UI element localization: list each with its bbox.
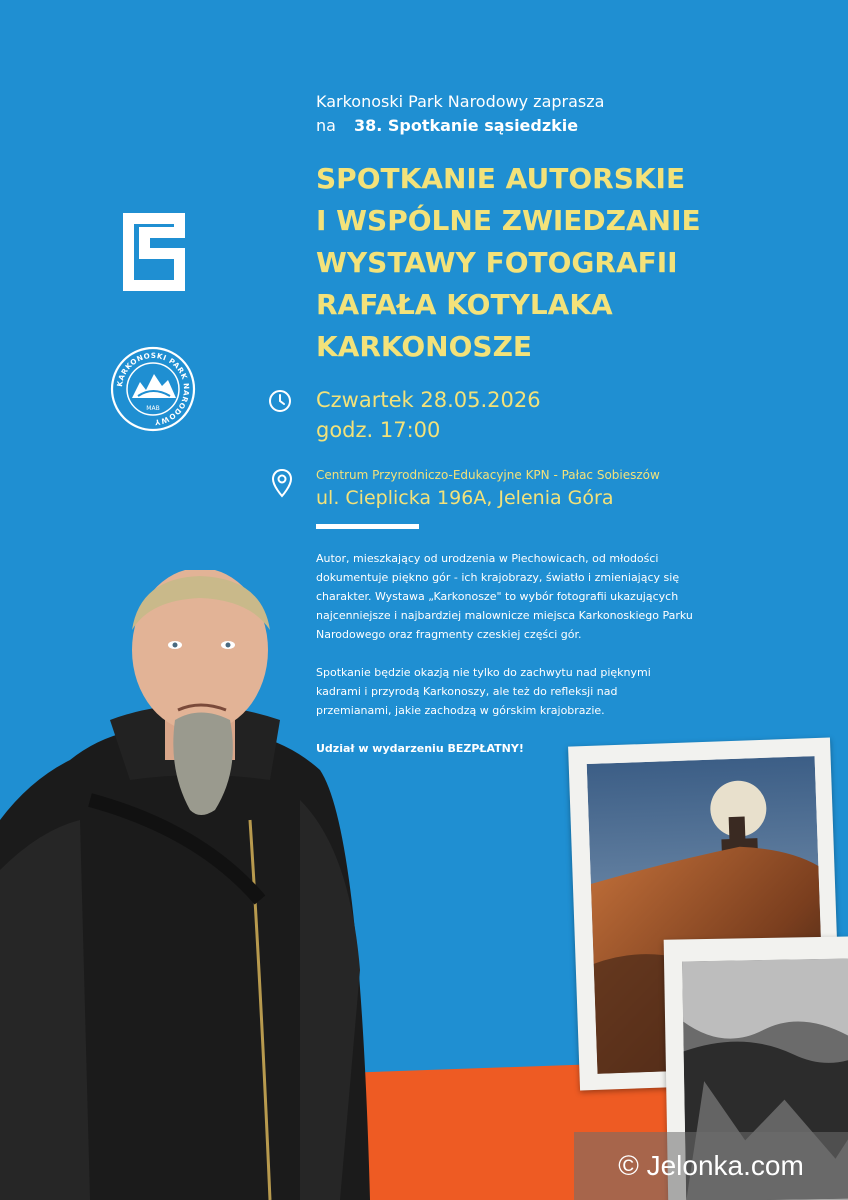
free-entry-note: Udział w wydarzeniu BEZPŁATNY! — [316, 742, 524, 755]
headline-line: I WSPÓLNE ZWIEDZANIE — [316, 204, 701, 237]
watermark: © Jelonka.com — [574, 1132, 848, 1200]
description-line: Narodowego oraz fragmenty czeskiej części gór. — [316, 628, 582, 641]
description-line: charakter. Wystawa „Karkonosze" to wybór fotografii ukazujących — [316, 590, 679, 603]
kpn-sub-text: MAB — [146, 405, 160, 412]
description-line: kadrami i przyrodą Karkonoszy, ale też do refleksji nad — [316, 685, 618, 698]
invite-event-line — [316, 114, 604, 138]
description-line: najcenniejsze i najbardziej malownicze miejsca Karkonoskiego Parku — [316, 609, 693, 622]
divider — [316, 524, 419, 529]
venue-address: ul. Cieplicka 196A, Jelenia Góra — [316, 487, 614, 509]
headline-line: SPOTKANIE AUTORSKIE — [316, 162, 686, 195]
event-time: godz. 17:00 — [316, 418, 441, 442]
kpn-ring-text: KARKONOSKI PARK NARODOWY — [114, 350, 192, 428]
venue-place: Centrum Przyrodniczo-Edukacyjne KPN - Pałac Sobieszów — [316, 468, 660, 482]
f-logo — [120, 210, 188, 294]
invite-line: Karkonoski Park Narodowy zaprasza — [316, 92, 605, 111]
venue-block — [316, 467, 660, 512]
clock-icon — [268, 389, 292, 413]
headline-line: RAFAŁA KOTYLAKA — [316, 288, 613, 321]
description-line: Spotkanie będzie okazją nie tylko do zachwytu nad pięknymi — [316, 666, 651, 679]
invite-prefix: na — [316, 116, 336, 135]
kpn-logo — [110, 346, 196, 432]
date-block — [316, 385, 541, 445]
description-line: przemianami, jakie zachodzą w górskim krajobrazie. — [316, 704, 605, 717]
event-date: Czwartek 28.05.2026 — [316, 388, 541, 412]
description-line: Autor, mieszkający od urodzenia w Piechowicach, od młodości — [316, 552, 659, 565]
headline-line: WYSTAWY FOTOGRAFII — [316, 246, 678, 279]
headline — [316, 158, 701, 368]
map-pin-icon — [271, 468, 293, 498]
headline-line: KARKONOSZE — [316, 330, 533, 363]
event-name: 38. Spotkanie sąsiedzkie — [353, 116, 579, 135]
description-line: dokumentuje piękno gór - ich krajobrazy, światło i zmieniający się — [316, 571, 680, 584]
invite-block — [316, 90, 604, 138]
author-photo — [0, 570, 420, 1200]
